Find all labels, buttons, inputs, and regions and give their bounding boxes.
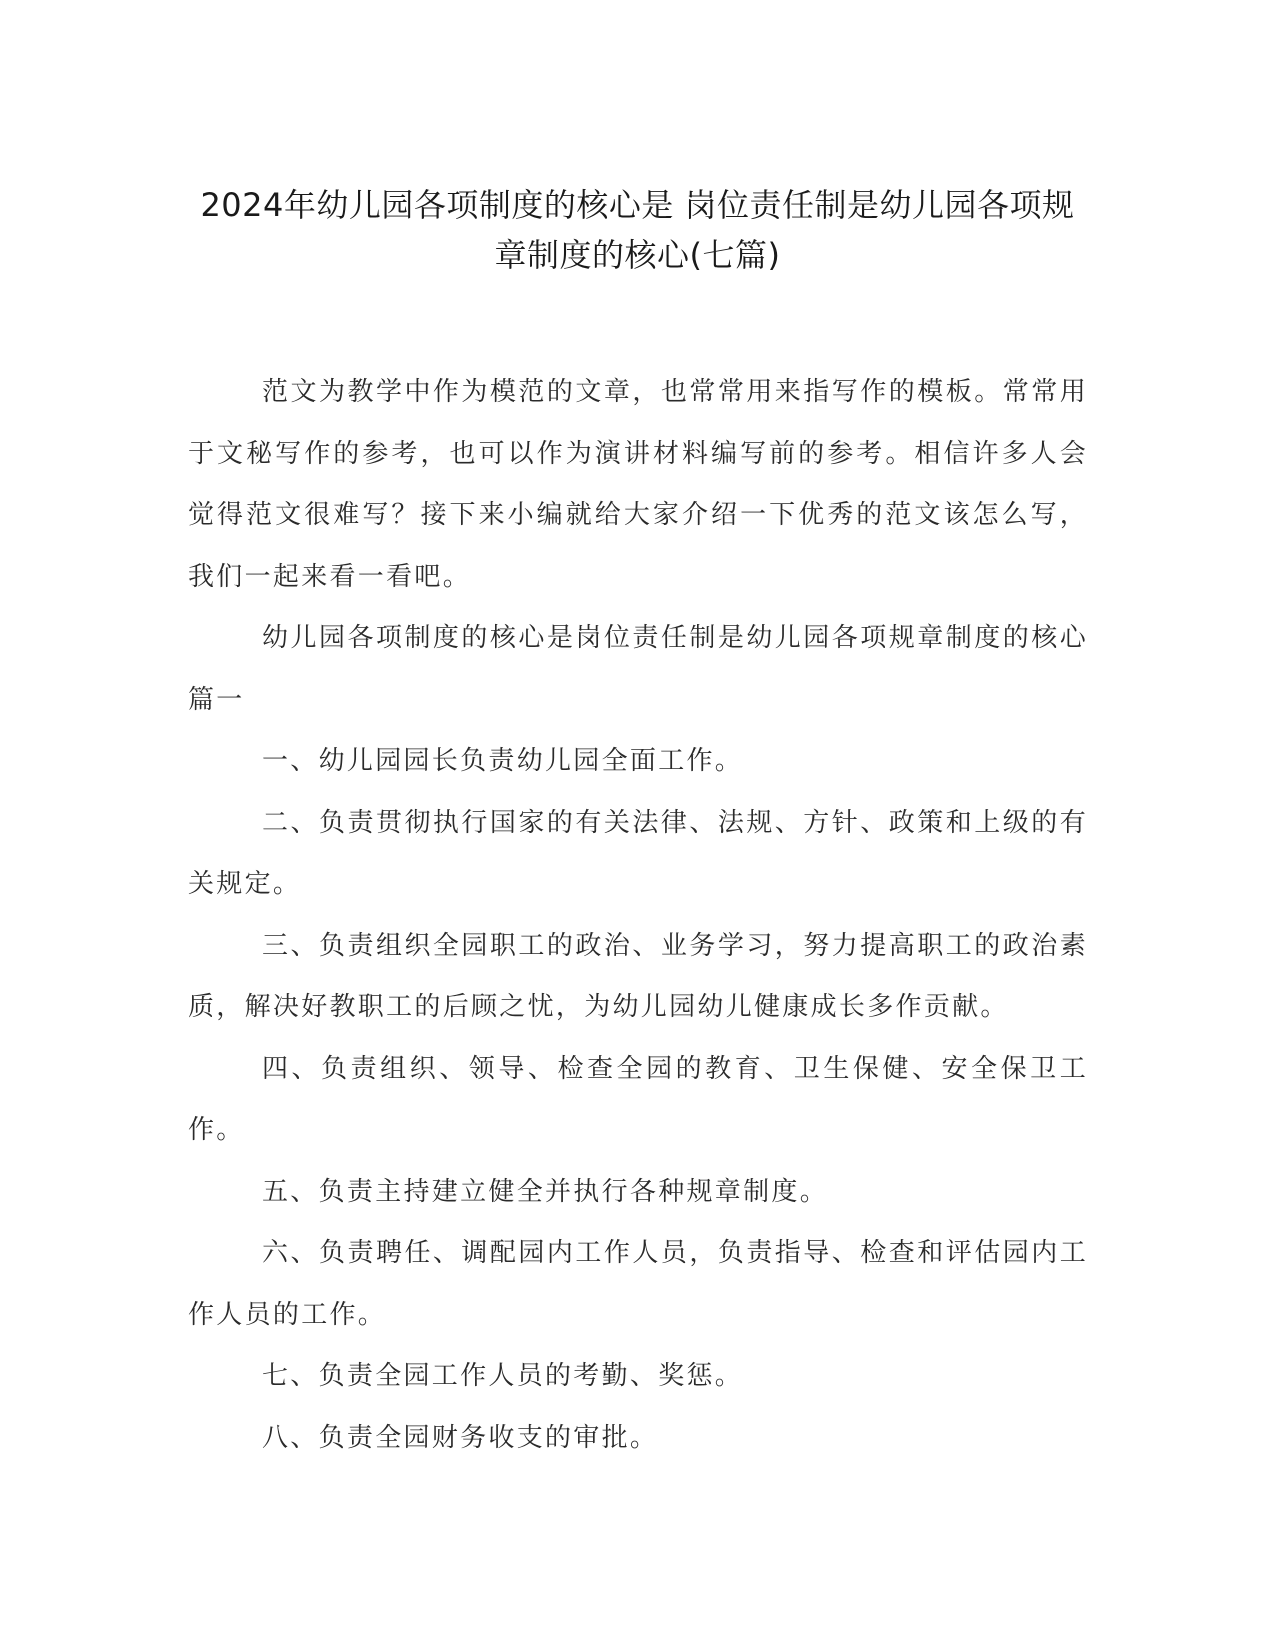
paragraph-item-1: 一、幼儿园园长负责幼儿园全面工作。: [262, 746, 744, 776]
paragraph-item-2: 二、负责贯彻执行国家的有关法律、法规、方针、政策和上级的有关规定。: [188, 807, 1088, 899]
title-line-2: 章制度的核心(七篇): [494, 236, 781, 274]
document-body: [188, 362, 1088, 1469]
paragraph-item-8: 八、负责全园财务收支的审批。: [262, 1422, 659, 1453]
title-line-1: 2024年幼儿园各项制度的核心是 岗位责任制是幼儿园各项规: [200, 186, 1075, 224]
paragraph-item-3: 三、负责组织全园职工的政治、业务学习，努力提高职工的政治素质，解决好教职工的后顾之忧，为幼儿园幼儿健康成长多作贡献。: [188, 930, 1088, 1022]
paragraph-intro: 范文为教学中作为模范的文章，也常常用来指写作的模板。常常用于文秘写作的参考，也可以作为演讲材料编写前的参考。相信许多人会觉得范文很难写？接下来小编就给大家介绍一下优秀的范文该怎么写，我们一起来看一看吧。: [188, 377, 1088, 592]
paragraph-item-6: 六、负责聘任、调配园内工作人员，负责指导、检查和评估园内工作人员的工作。: [188, 1238, 1088, 1330]
paragraph-item-7: 七、负责全园工作人员的考勤、奖惩。: [262, 1361, 744, 1391]
paragraph-section-heading: 幼儿园各项制度的核心是岗位责任制是幼儿园各项规章制度的核心篇一: [188, 623, 1088, 715]
paragraph-item-5: 五、负责主持建立健全并执行各种规章制度。: [262, 1176, 829, 1207]
document-title: [170, 180, 1105, 280]
paragraph-item-4: 四、负责组织、领导、检查全园的教育、卫生保健、安全保卫工作。: [188, 1053, 1088, 1145]
